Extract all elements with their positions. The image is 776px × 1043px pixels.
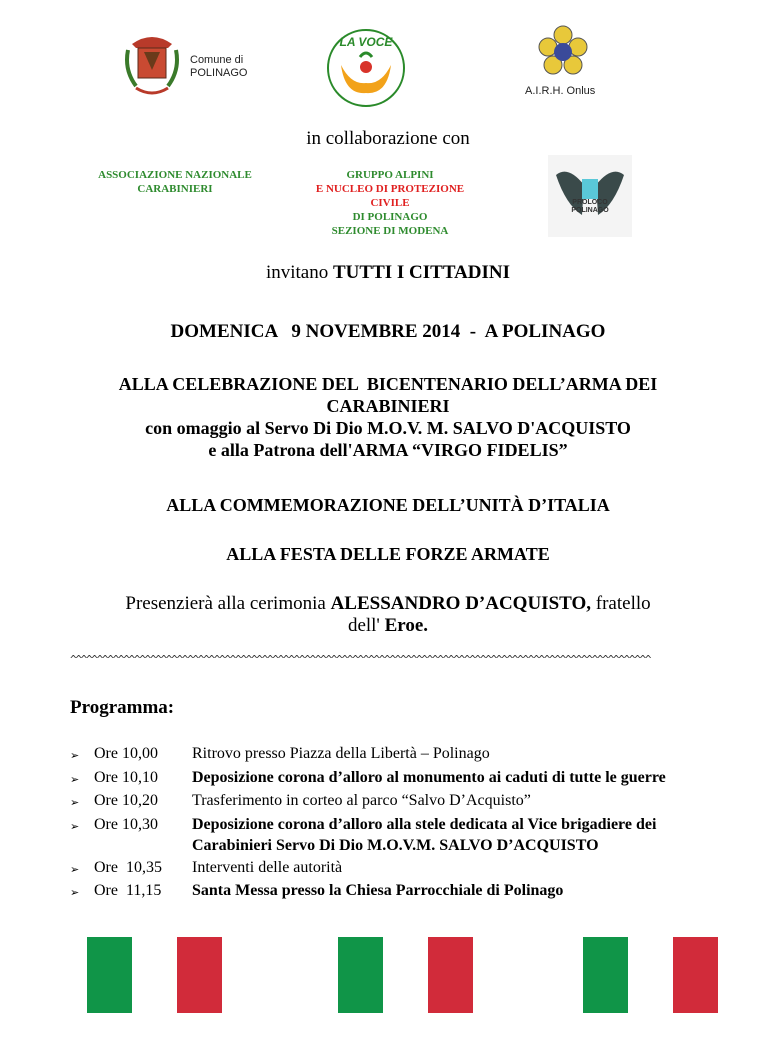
rose-emblem-icon	[538, 25, 588, 83]
programma-item	[70, 790, 730, 814]
programma-description: Santa Messa presso la Chiesa Parrocchiale di Polinago	[192, 882, 564, 899]
comune-caption-line2: POLINAGO	[190, 67, 248, 79]
arrow-bullet-icon: ➢	[70, 862, 80, 876]
presence-text2: fratello	[591, 593, 651, 614]
presence-text3: dell'	[347, 615, 385, 636]
flag-green-stripe	[87, 937, 132, 1013]
airh-caption: A.I.R.H. Onlus	[525, 85, 596, 97]
programma-item	[70, 767, 730, 791]
italian-flag-left	[87, 937, 222, 1013]
flag-white-stripe	[383, 937, 428, 1013]
programma-time: Ore 10,20	[94, 792, 158, 809]
programma-item	[70, 814, 730, 857]
arrow-bullet-icon: ➢	[70, 772, 80, 786]
celebration-line3: con omaggio al Servo Di Dio M.O.V. M. SALVO D'ACQUISTO	[145, 418, 631, 438]
org-alpini-line1: GRUPPO ALPINI	[346, 169, 434, 181]
programma-time: Ore 10,35	[94, 858, 162, 876]
programma-time: Ore 11,15	[94, 882, 162, 899]
comune-polinago-logo	[122, 30, 262, 102]
programma-description: Ritrovo presso Piazza della Libertà – Polinago	[192, 745, 490, 762]
org-carabinieri	[90, 168, 260, 196]
programma-description: Interventi delle autorità	[192, 858, 343, 876]
arrow-bullet-icon: ➢	[70, 796, 80, 809]
decorative-separator: ^^^^^^^^^^^^^^^^^^^^^^^^^^^^^^^^^^^^^^^^^^^^^^^^^^^^^^^^^^^^^^^^^^^^^^^^^^^^^^^^^^^^^^^^^^^^^^^^^^^^^^^^^^^^^	[70, 653, 651, 665]
comune-caption-line1: Comune di	[190, 54, 244, 66]
programma-title: Programma:	[70, 697, 175, 718]
flag-green-stripe	[583, 937, 628, 1013]
arrow-bullet-icon: ➢	[70, 886, 80, 899]
flag-red-stripe	[673, 937, 718, 1013]
programma-item	[70, 743, 730, 767]
proloco-logo	[548, 155, 632, 237]
invite-line	[0, 262, 776, 284]
flag-red-stripe	[428, 937, 473, 1013]
celebration-line2: CARABINIERI	[326, 396, 450, 416]
org-alpini-line5: SEZIONE DI MODENA	[331, 225, 449, 237]
arrow-bullet-icon: ➢	[70, 819, 80, 833]
airh-logo	[520, 25, 610, 103]
presence-name: ALESSANDRO D’ACQUISTO,	[330, 593, 592, 614]
flag-white-stripe	[132, 937, 177, 1013]
flag-red-stripe	[177, 937, 222, 1013]
italian-flag-right	[583, 937, 718, 1013]
proloco-label: PROLOCO POLINAGO	[571, 199, 609, 214]
flag-green-stripe	[338, 937, 383, 1013]
programma-item	[70, 857, 730, 881]
org-carabinieri-line2: CARABINIERI	[137, 183, 213, 195]
invite-bold: TUTTI I CITTADINI	[333, 262, 511, 283]
presence-text1: Presenzierà alla cerimonia	[125, 593, 331, 614]
coat-of-arms-icon	[122, 30, 182, 102]
italian-flag-center	[338, 937, 473, 1013]
festa-line: ALLA FESTA DELLE FORZE ARMATE	[226, 544, 550, 564]
programma-list	[70, 743, 730, 904]
programma-item	[70, 880, 730, 904]
date-line: DOMENICA 9 NOVEMBRE 2014 - A POLINAGO	[170, 321, 606, 342]
programma-description: Trasferimento in corteo al parco “Salvo D’Acquisto”	[192, 792, 531, 809]
programma-description: Deposizione corona d’alloro alla stele dedicata al Vice brigadiere dei Carabinieri Servo Di Dio M.O.V.M. SALVO D’ACQUISTO	[192, 815, 657, 854]
commemoration-line: ALLA COMMEMORAZIONE DELL’UNITÀ D’ITALIA	[166, 495, 610, 515]
celebration-line4: e alla Patrona dell'ARMA “VIRGO FIDELIS”	[208, 440, 568, 460]
flag-white-stripe	[628, 937, 673, 1013]
org-alpini-line2: E NUCLEO DI PROTEZIONE	[315, 183, 465, 195]
programma-time: Ore 10,00	[94, 745, 158, 762]
proloco-wings-icon	[548, 155, 632, 237]
programma-time: Ore 10,30	[94, 815, 158, 833]
presence-hero: Eroe.	[384, 615, 429, 636]
celebration-block	[0, 373, 776, 461]
org-alpini-line3: CIVILE	[370, 197, 410, 209]
collaboration-text: in collaborazione con	[306, 128, 470, 149]
celebration-line1: ALLA CELEBRAZIONE DEL BICENTENARIO DELL’ARMA DEI	[118, 374, 658, 394]
org-alpini-line4: DI POLINAGO	[352, 211, 428, 223]
org-gruppo-alpini	[300, 168, 480, 238]
la-voce-title: LA VOCE	[339, 35, 393, 49]
la-voce-logo	[325, 25, 407, 110]
programma-description: Deposizione corona d’alloro al monumento ai caduti di tutte le guerre	[192, 768, 666, 786]
presence-block	[0, 593, 776, 637]
programma-time: Ore 10,10	[94, 768, 158, 786]
org-carabinieri-line1: ASSOCIAZIONE NAZIONALE	[98, 169, 252, 181]
arrow-bullet-icon: ➢	[70, 749, 80, 762]
invite-prefix: invitano	[265, 262, 333, 283]
